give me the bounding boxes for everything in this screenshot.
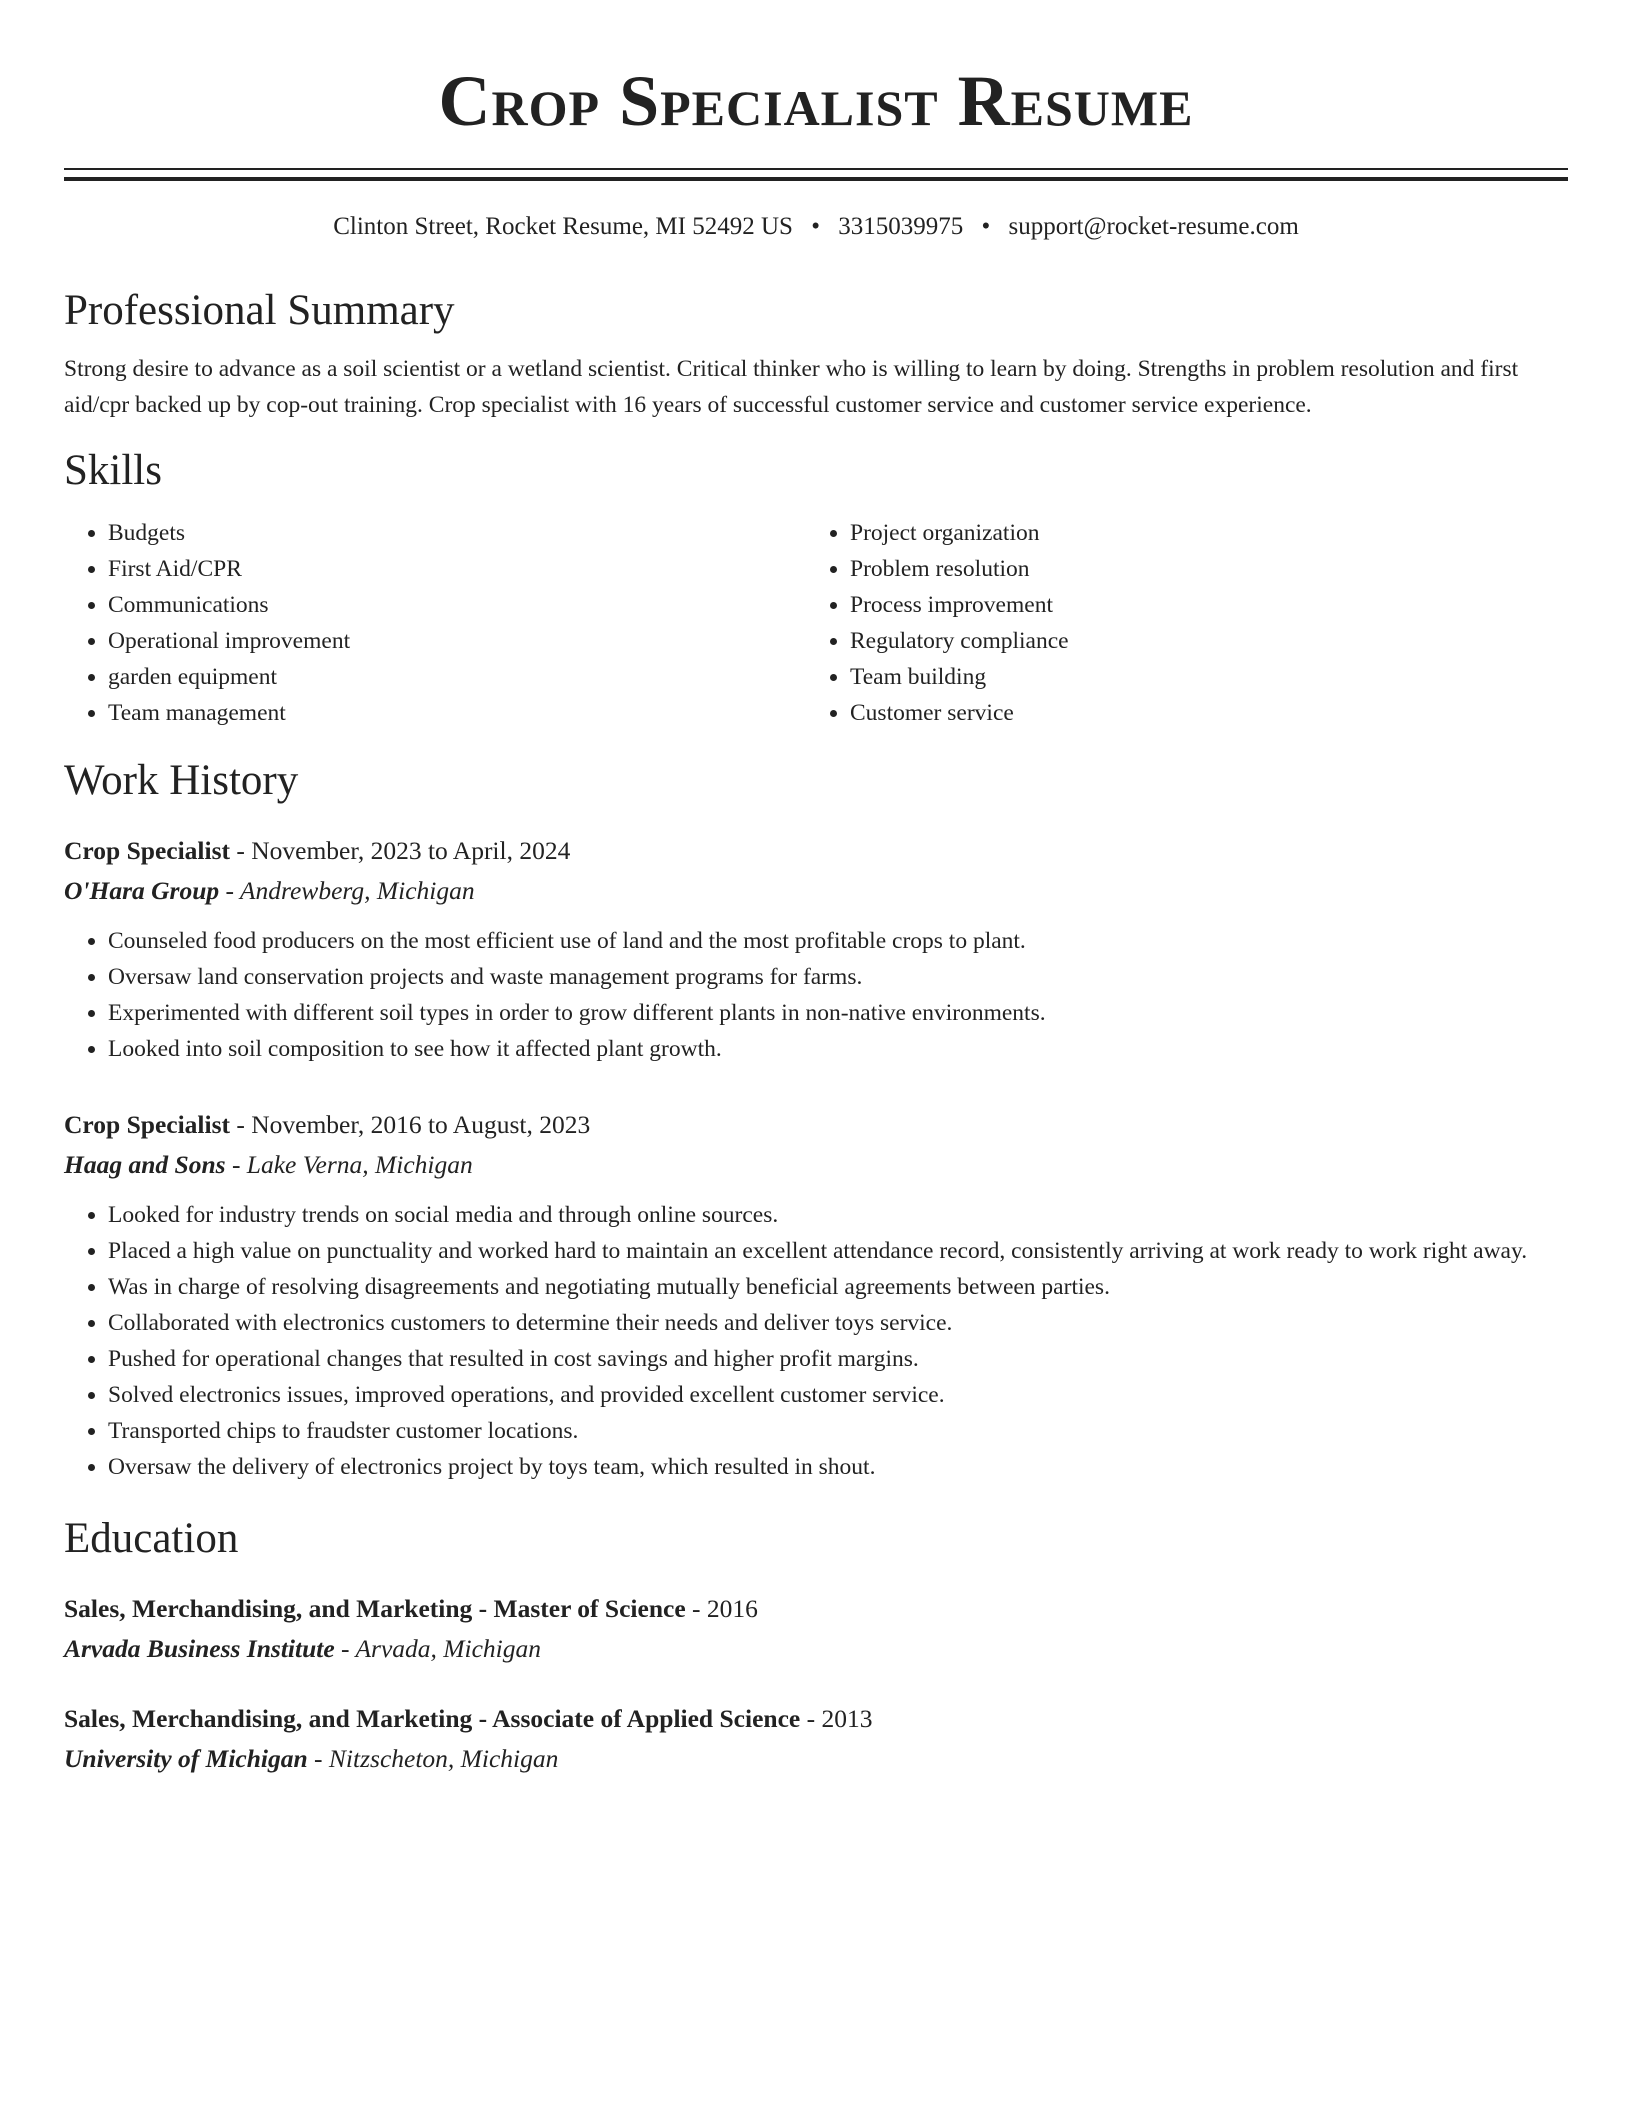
education-location: - Arvada, Michigan bbox=[341, 1634, 542, 1663]
job-location: - Lake Verna, Michigan bbox=[231, 1150, 473, 1179]
skill-item: • Team building bbox=[850, 659, 1568, 695]
education-school-line bbox=[64, 1739, 1568, 1779]
skill-item: • Customer service bbox=[850, 695, 1568, 731]
skill-item: • Problem resolution bbox=[850, 551, 1568, 587]
job-title-line bbox=[64, 1105, 1568, 1145]
work-history-heading: Work History bbox=[64, 757, 299, 804]
job-bullet: • Placed a high value on punctuality and worked hard to maintain an excellent attendance record, consistently arriving at work ready to work right away. bbox=[108, 1233, 1568, 1269]
skill-item: • garden equipment bbox=[108, 659, 806, 695]
education-year: - 2016 bbox=[692, 1594, 758, 1623]
education-year: - 2013 bbox=[806, 1704, 873, 1733]
education-heading: Education bbox=[64, 1515, 239, 1562]
contact-separator: • bbox=[811, 213, 820, 240]
skill-item: • Operational improvement bbox=[108, 623, 806, 659]
education-degree-line bbox=[64, 1589, 1568, 1629]
job-bullet: • Pushed for operational changes that resulted in cost savings and higher profit margins. bbox=[108, 1341, 1568, 1377]
job-title-line bbox=[64, 831, 1568, 871]
job-dates: - November, 2016 to August, 2023 bbox=[236, 1110, 591, 1139]
skills-heading: Skills bbox=[64, 447, 162, 494]
education-degree: Sales, Merchandising, and Marketing - Associate of Applied Science bbox=[64, 1704, 801, 1733]
education-school: Arvada Business Institute bbox=[64, 1634, 335, 1663]
job-bullets bbox=[64, 923, 1568, 1067]
job-company: Haag and Sons bbox=[64, 1150, 226, 1179]
summary-heading: Professional Summary bbox=[64, 287, 455, 334]
job-bullet: • Was in charge of resolving disagreements and negotiating mutually beneficial agreements between parties. bbox=[108, 1269, 1568, 1305]
job-bullet: • Oversaw land conservation projects and waste management programs for farms. bbox=[108, 959, 1568, 995]
job-company: O'Hara Group bbox=[64, 876, 220, 905]
skill-item: • Communications bbox=[108, 587, 806, 623]
job-dates: - November, 2023 to April, 2024 bbox=[236, 836, 571, 865]
skill-item: • Budgets bbox=[108, 515, 806, 551]
education-school: University of Michigan bbox=[64, 1744, 308, 1773]
job-bullet: • Counseled food producers on the most efficient use of land and the most profitable crops to plant. bbox=[108, 923, 1568, 959]
education-degree: Sales, Merchandising, and Marketing - Master of Science bbox=[64, 1594, 686, 1623]
job-bullet: • Collaborated with electronics customers to determine their needs and deliver toys service. bbox=[108, 1305, 1568, 1341]
education-entry bbox=[64, 1699, 1568, 1779]
education-school-line bbox=[64, 1629, 1568, 1669]
job-entry bbox=[64, 831, 1568, 1067]
education-degree-line bbox=[64, 1699, 1568, 1739]
education-location: - Nitzscheton, Michigan bbox=[314, 1744, 559, 1773]
job-bullet: • Transported chips to fraudster customer locations. bbox=[108, 1413, 1568, 1449]
job-company-line bbox=[64, 1145, 1568, 1185]
title-rule-thick bbox=[64, 177, 1568, 181]
skill-item: • Team management bbox=[108, 695, 806, 731]
skill-item: • Project organization bbox=[850, 515, 1568, 551]
job-location: - Andrewberg, Michigan bbox=[225, 876, 475, 905]
job-title: Crop Specialist bbox=[64, 836, 230, 865]
skills-right-list bbox=[806, 515, 1568, 731]
job-bullet: • Experimented with different soil types in order to grow different plants in non-native environments. bbox=[108, 995, 1568, 1031]
contact-address: Clinton Street, Rocket Resume, MI 52492 US bbox=[333, 213, 793, 240]
job-bullet: • Looked into soil composition to see how it affected plant growth. bbox=[108, 1031, 1568, 1067]
title-rule-thin bbox=[64, 168, 1568, 170]
resume-title: Crop Specialist Resume bbox=[438, 61, 1194, 141]
job-bullet: • Solved electronics issues, improved operations, and provided excellent customer service. bbox=[108, 1377, 1568, 1413]
skill-item: • First Aid/CPR bbox=[108, 551, 806, 587]
job-company-line bbox=[64, 871, 1568, 911]
education-entry bbox=[64, 1589, 1568, 1669]
contact-email: support@rocket-resume.com bbox=[1008, 213, 1299, 240]
skills-columns bbox=[64, 515, 1568, 731]
job-bullet: • Oversaw the delivery of electronics project by toys team, which resulted in shout. bbox=[108, 1449, 1568, 1485]
job-bullet: • Looked for industry trends on social media and through online sources. bbox=[108, 1197, 1568, 1233]
skills-left-list bbox=[64, 515, 806, 731]
job-title: Crop Specialist bbox=[64, 1110, 230, 1139]
job-entry bbox=[64, 1105, 1568, 1485]
job-bullets bbox=[64, 1197, 1568, 1485]
skill-item: • Process improvement bbox=[850, 587, 1568, 623]
summary-text: Strong desire to advance as a soil scientist or a wetland scientist. Critical thinker who is willing to learn by doing. Strengths in problem resolution and first aid/cpr backed up by cop-out training. Crop specialist with 16 years of successful customer service and customer service experience. bbox=[64, 356, 1519, 418]
skill-item: • Regulatory compliance bbox=[850, 623, 1568, 659]
contact-phone: 3315039975 bbox=[838, 213, 964, 240]
contact-separator: • bbox=[981, 213, 991, 240]
contact-line bbox=[64, 211, 1568, 243]
